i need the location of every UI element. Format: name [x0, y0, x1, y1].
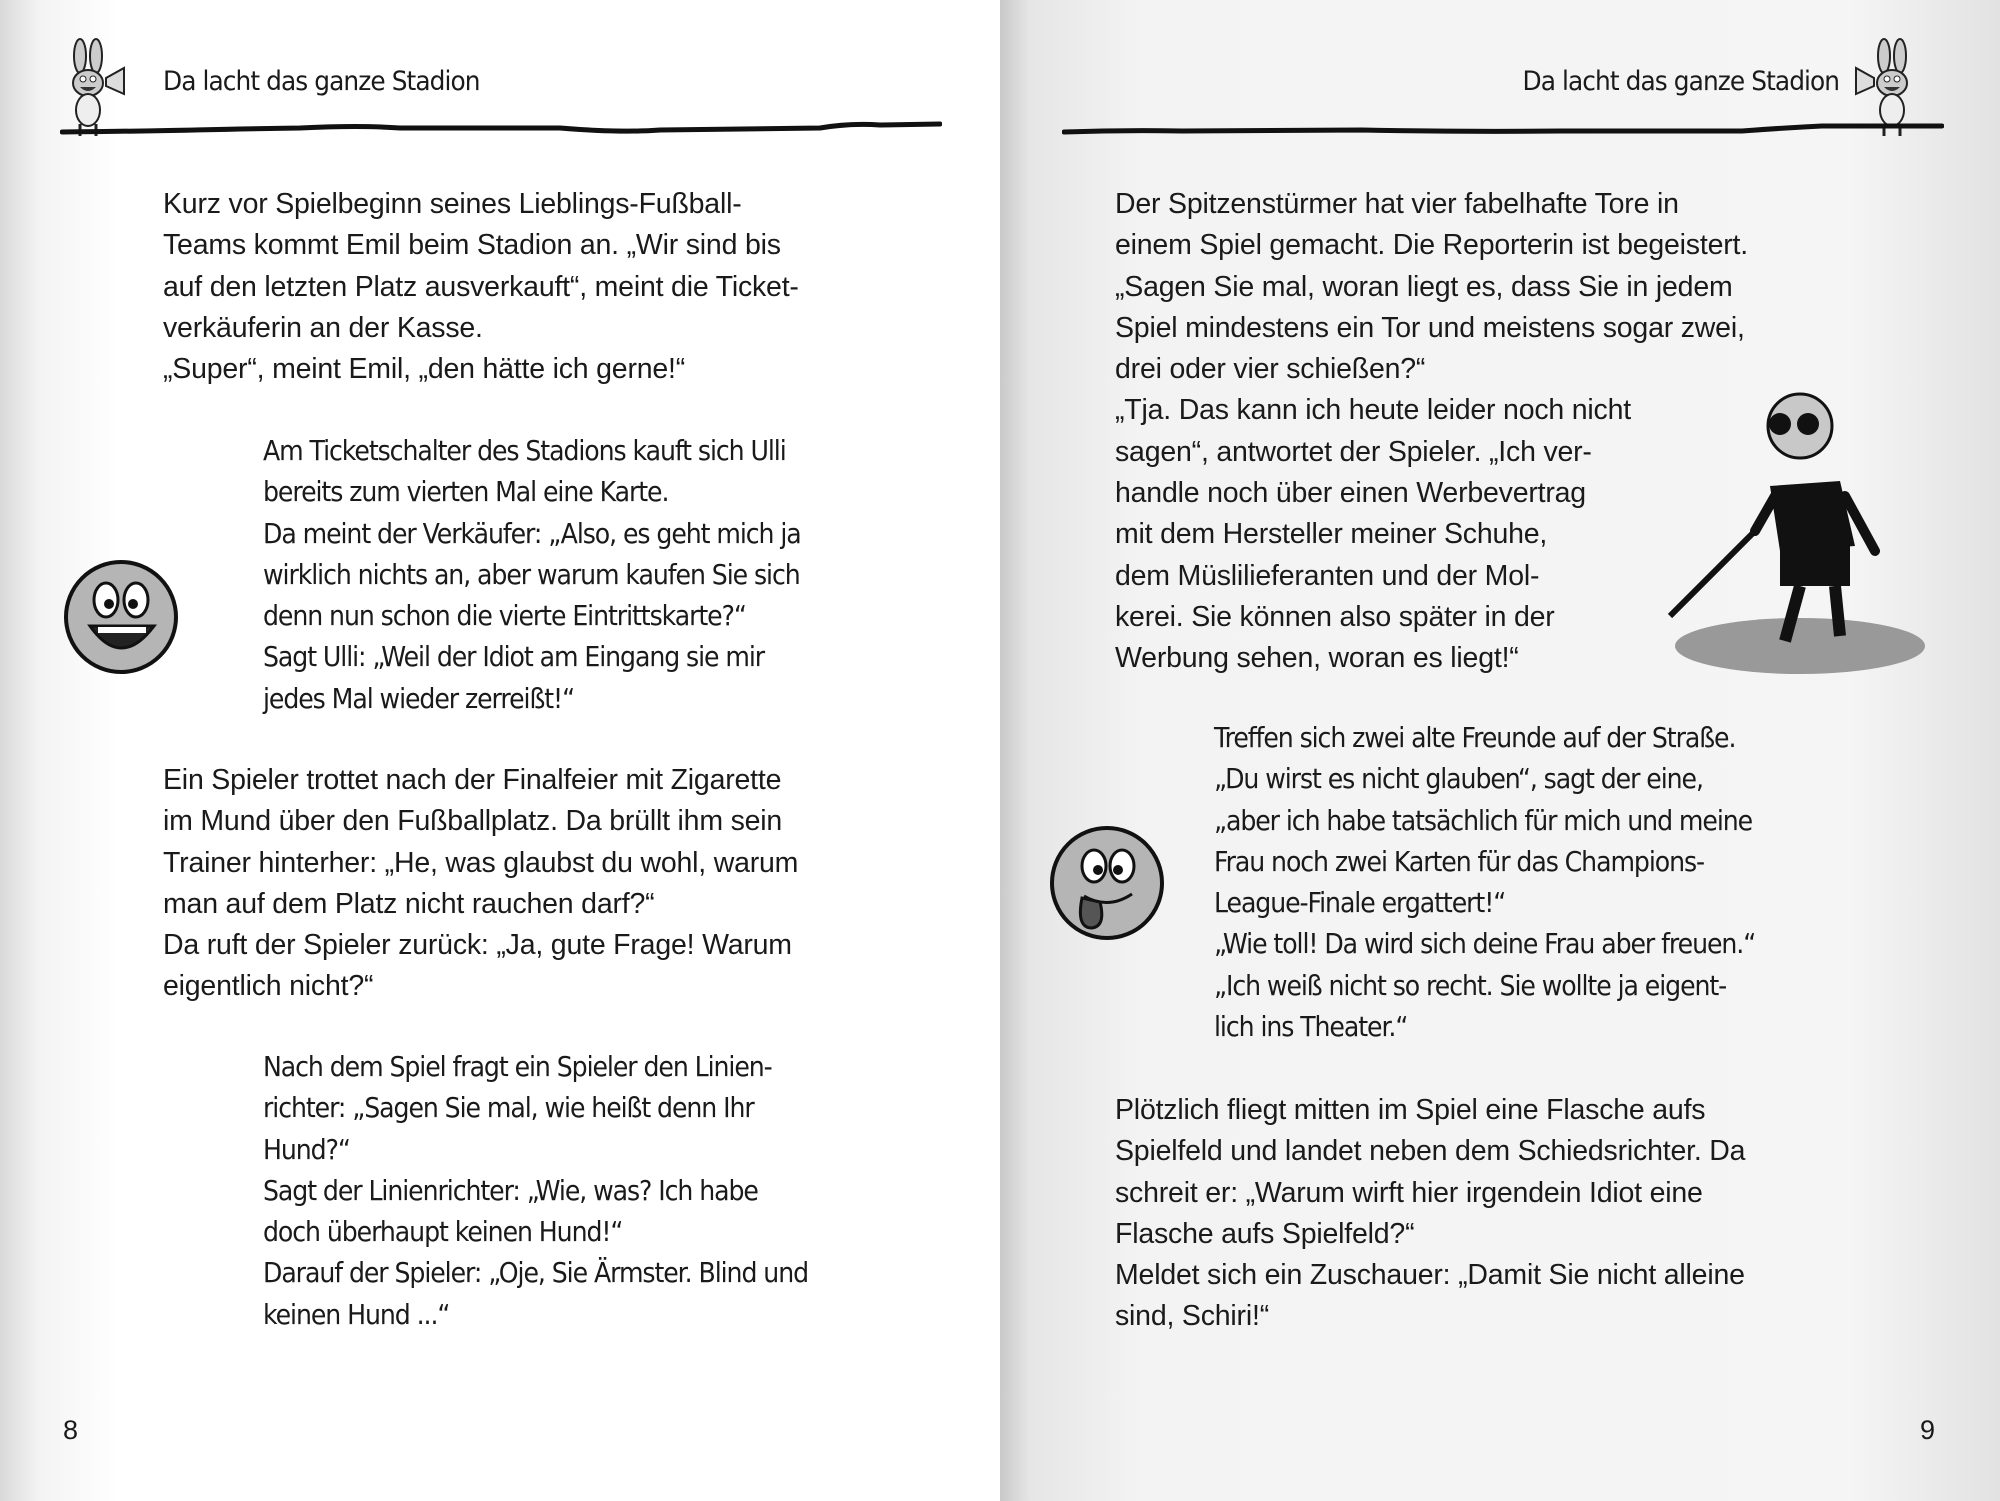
- joke-text: Am Ticketschalter des Stadions kauft sich Ulli bereits zum vierten Mal eine Karte. Da meint der Verkäufer: „Also, es geht mich ja wirklich nichts an, aber warum kaufen Sie sich denn nun schon die vierte Eintrittskarte?“ Sagt Ulli: „Weil der Idiot am Eingang sie mir jedes Mal wieder zerreißt!“: [263, 434, 801, 715]
- blind-player-illustration: [1650, 376, 1930, 676]
- paragraph: Der Spitzenstürmer hat vier fabelhafte Tore in einem Spiel gemacht. Die Reporterin ist begeistert. „Sagen Sie mal, woran liegt es, dass Sie in jedem Spiel mindestens ein Tor und meistens sogar zwei, drei oder vier schießen?“ „Tja. Das kann ich heute leider noch nicht sagen“, antwortet der Spieler. „Ich ver- handle noch über einen Werbevertrag mit dem Hersteller meiner Schuhe, dem Müslilieferanten und der Mol- kerei. Sie können also später in der Werbung sehen, woran es liegt!“: [1115, 188, 1748, 675]
- paragraph: Plötzlich fliegt mitten im Spiel eine Flasche aufs Spielfeld und landet neben dem Schiedsrichter. Da schreit er: „Warum wirft hier irgendein Idiot eine Flasche aufs Spielfeld?“ Meldet sich ein Zuschauer: „Damit Sie nicht alleine sind, Schiri!“: [1115, 1094, 1746, 1333]
- laughing-smiley-icon: [62, 558, 180, 676]
- page-number: 8: [63, 1415, 79, 1445]
- header-divider: [60, 120, 942, 140]
- header-divider: [1062, 120, 1944, 140]
- running-header: Da lacht das ganze Stadion: [1522, 66, 1839, 97]
- paragraph: Kurz vor Spielbeginn seines Lieblings-Fußball- Teams kommt Emil beim Stadion an. „Wir sind bis auf den letzten Platz ausverkauft“, meint die Ticket- verkäuferin an der Kasse. „Super“, meint Emil, „den hätte ich gerne!“: [163, 188, 799, 386]
- running-header: Da lacht das ganze Stadion: [163, 66, 480, 97]
- joke-text: Treffen sich zwei alte Freunde auf der Straße. „Du wirst es nicht glauben“, sagt der eine, „aber ich habe tatsächlich für mich und meine Frau noch zwei Karten für das Champions- League-Finale ergattert!“ „Wie toll! Da wird sich deine Frau aber freuen.“ „Ich weiß nicht so recht. Sie wollte ja eigent- lich ins Theater.“: [1214, 721, 1756, 1044]
- right-page: [1000, 0, 2000, 1501]
- joke-text: Nach dem Spiel fragt ein Spieler den Linien- richter: „Sagen Sie mal, wie heißt denn Ihr Hund?“ Sagt der Linienrichter: „Wie, was? Ich habe doch überhaupt keinen Hund!“ Darauf der Spieler: „Oje, Sie Ärmster. Blind und keinen Hund ...“: [263, 1050, 809, 1331]
- paragraph: Ein Spieler trottet nach der Finalfeier mit Zigarette im Mund über den Fußballplatz. Da brüllt ihm sein Trainer hinterher: „He, was glaubst du wohl, warum man auf dem Platz nicht rauchen darf?“ Da ruft der Spieler zurück: „Ja, gute Frage! Warum eigentlich nicht?“: [163, 764, 799, 1003]
- page-number: 9: [1920, 1415, 1936, 1445]
- tongue-smiley-icon: [1048, 824, 1166, 942]
